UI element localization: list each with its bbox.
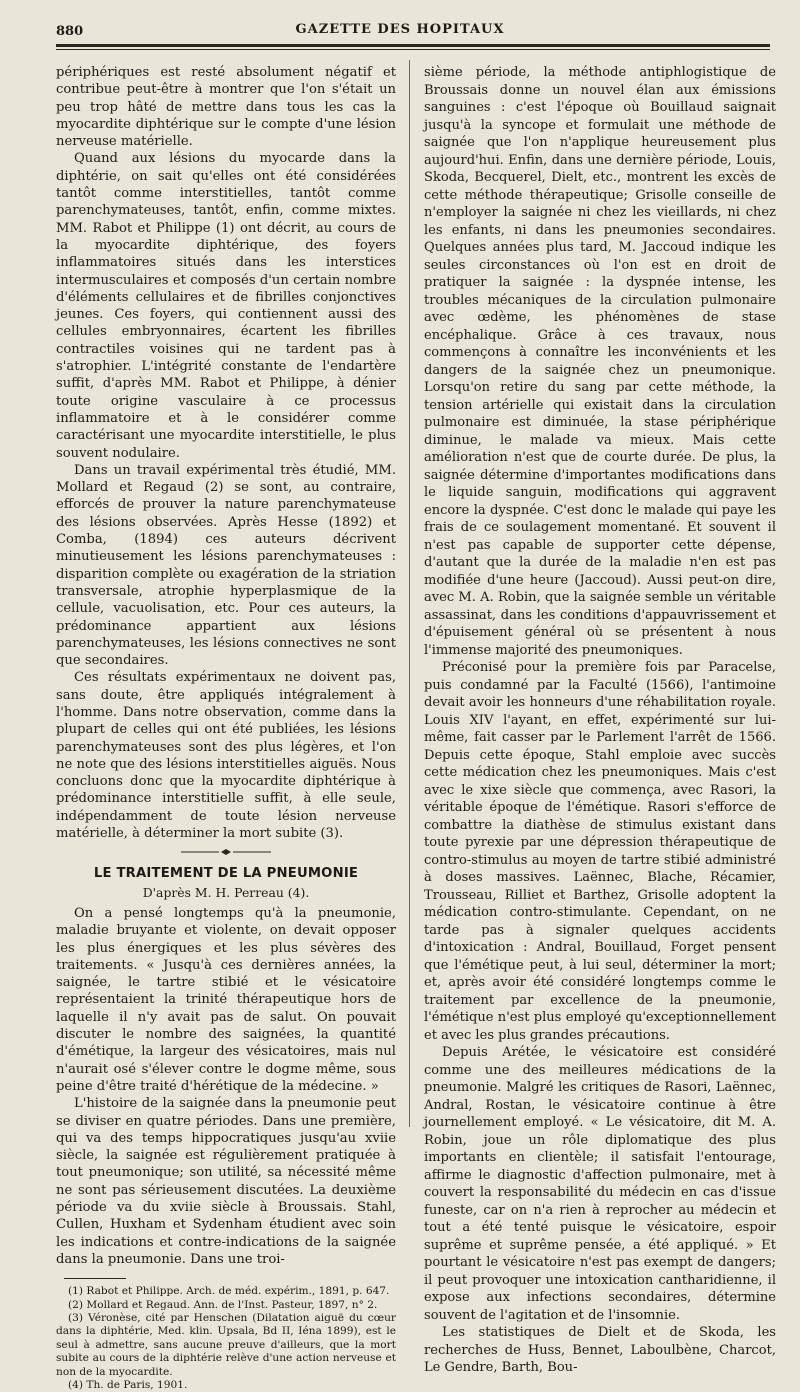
paragraph: Les statistiques de Dielt et de Skoda, les recherches de Huss, Bennet, Laboulbène, Charcot, Le Gendre, Barth, Bou- (424, 1325, 776, 1375)
footnote: (1) Rabot et Philippe. Arch. de méd. expérim., 1891, p. 647. (68, 1285, 390, 1298)
paragraph: Depuis Arétée, le vésicatoire est considéré comme une des meilleures médications de la pneumonie. Malgré les critiques de Rasori, Laënnec, Andral, Rostan, le vésicatoire continue à être journellement employé. « Le vésicatoire, dit M. A. Robin, joue un rôle diplomatique des plus importants en clientèle; il satisfait l'entourage, affirme le diagnostic d'affection pulmonaire, met à couvert la responsabilité du médecin en cas d'issue funeste, car on n'a rien à reprocher au médecin et tout a été tenté puisque le vésicatoire, espoir suprême et suprême pensée, a été appliqué. » Et pourtant le vésicatoire n'est pas exempt de dangers; il peut provoquer une intoxication cantharidienne, il expose aux infections secondaires, détermine souvent de l'agitation et de l'insomnie. (424, 1045, 776, 1323)
paragraph: Dans un travail expérimental très étudié, MM. Mollard et Regaud (2) se sont, au contraire, efforcés de prouver la nature parenchymateuse des lésions observées. Après Hesse (1892) et Comba, (1894) ces auteurs décrivent minutieusement les lésions parenchymateuses : disparition complète ou exagération de la striation transversale, atrophie hyperplasmique de la cellule, vacuolisation, etc. Pour ces auteurs, la prédominance appartient aux lésions parenchymateuses, les lésions connectives ne sont que secondaires. (56, 462, 396, 669)
paragraph: Préconisé pour la première fois par Paracelse, puis condamné par la Faculté (1566), l'antimoine devait avoir les honneurs d'une réhabilitation royale. Louis XIV l'ayant, en effet, expérimenté sur lui-même, fait casser par le Parlement l'arrêt de 1566. Depuis cette époque, Stahl emploie avec succès cette médication chez les pneumoniques. Mais c'est avec le xixe siècle que commença, avec Rasori, la véritable époque de l'émétique. Rasori s'efforce de combattre la diathèse de stimulus existant dans toute pyrexie par une dépression thérapeutique de contro-stimulus au moyen de tartre stibié administré à doses massives. Laënnec, Blache, Récamier, Trousseau, Rilliet et Barthez, Grisolle adoptent la médication contro-stimulante. Cependant, on ne tarde pas à signaler quelques accidents d'intoxication : Andral, Bouillaud, Forget pensent que l'émétique peut, à lui seul, déterminer la mort; et, après avoir été considéré longtemps comme le traitement par excellence de la pneumonie, l'émétique n'est plus employé qu'exceptionnellement et avec les plus grandes précautions. (424, 660, 776, 1043)
paragraph: Quand aux lésions du myocarde dans la diphtérie, on sait qu'elles ont été considérées tantôt comme interstitielles, tantôt comme parenchymateuses, tantôt, enfin, comme mixtes. MM. Rabot et Philippe (1) ont décrit, au cours de la myocardite diphtérique, des foyers inflammatoires situés dans les interstices intermusculaires et composés d'un certain nombre d'éléments cellulaires et de fibrilles conjonctives jeunes. Ces foyers, qui contiennent aussi des cellules embryonnaires, écartent les fibrilles contractiles voisines qui ne tardent pas à s'atrophier. L'intégrité constante de l'endartère suffit, d'après MM. Rabot et Philippe, à dénier toute origine vasculaire à ce processus inflammatoire et à le considérer comme caractérisant une myocardite interstitielle, le plus souvent nodulaire. (56, 151, 396, 461)
running-title: GAZETTE DES HOPITAUX (295, 22, 505, 37)
paragraph: Ces résultats expérimentaux ne doivent pas, sans doute, être appliqués intégralement à l'homme. Dans notre observation, comme dans la plupart de celles qui ont été publiées, les lésions parenchymateuses sont des plus légères, et l'on ne note que des lésions interstitielles aiguës. Nous concluons donc que la myocardite diphtérique à prédominance interstitielle suffit, à elle seule, indépendamment de toute lésion nerveuse matérielle, à déterminer la mort subite (3). (56, 670, 396, 842)
section-separator (56, 848, 396, 859)
footnote-rule (64, 1278, 126, 1279)
section-title: LE TRAITEMENT DE LA PNEUMONIE (93, 866, 359, 882)
paragraph: On a pensé longtemps qu'à la pneumonie, maladie bruyante et violente, on devait opposer les plus énergiques et les plus sévères des traitements. « Jusqu'à ces dernières années, la saignée, le tartre stibié et le vésicatoire représentaient la trinité thérapeutique hors de laquelle il n'y avait pas de salut. On pouvait discuter le nombre des saignées, la quantité d'émétique, la largeur des vésicatoires, mais nul n'aurait osé s'élever contre le dogme même, sous peine d'être traité d'hérétique de la médecine. » (56, 905, 396, 1094)
ornament-rule-icon (181, 848, 271, 856)
column-divider (409, 60, 410, 1127)
paragraph: périphériques est resté absolument négatif et contribue peut-être à montrer que l'on s'était un peu trop hâté de mettre dans tous les cas la myocardite diphtérique sur le compte d'une lésion nerveuse matérielle. (56, 65, 396, 150)
section-byline: D'après M. H. Perreau (4). (142, 884, 310, 900)
header-rule-thick (56, 44, 770, 47)
page-number: 880 (56, 24, 84, 39)
footnotes (56, 1285, 396, 1392)
header-rule-thin (56, 49, 770, 50)
left-column (56, 64, 396, 1392)
paragraph: sième période, la méthode antiphlogistique de Broussais donne un nouvel élan aux émissions sanguines : c'est l'époque où Bouillaud saignait jusqu'à la syncope et formulait une méthode de saignée que l'on n'applique heureusement plus aujourd'hui. Enfin, dans une dernière période, Louis, Skoda, Becquerel, Dielt, etc., montrent les excès de cette méthode thérapeutique; Grisolle conseille de n'employer la saignée ni chez les vieillards, ni chez les enfants, ni dans les pneumonies secondaires. Quelques années plus tard, M. Jaccoud indique les seules circonstances où l'on est en droit de pratiquer la saignée : la dyspnée intense, les troubles mécaniques de la circulation pulmonaire avec œdème, les phénomènes de stase encéphalique. Grâce à ces travaux, nous commençons à connaître les inconvénients et les dangers de la saignée chez un pneumonique. Lorsqu'on retire du sang par cette méthode, la tension artérielle qui existait dans la circulation pulmonaire est diminuée, la stase périphérique diminue, le malade va mieux. Mais cette amélioration n'est que de courte durée. De plus, la saignée détermine d'importantes modifications dans le liquide sanguin, modifications qui aggravent encore la dyspnée. C'est donc le malade qui paye les frais de ce soulagement momentané. Et souvent il n'est pas capable de supporter cette dépense, d'autant que la durée de la maladie n'en est pas modifiée d'une heure (Jaccoud). Aussi peut-on dire, avec M. A. Robin, que la saignée semble un véritable assassinat, dans les conditions d'appauvrissement et d'épuisement général où se présentent à nous l'immense majorité des pneumoniques. (424, 65, 776, 658)
paragraph: L'histoire de la saignée dans la pneumonie peut se diviser en quatre périodes. Dans une première, qui va des temps hippocratiques jusqu'au xviie siècle, la saignée est régulièrement pratiquée à tout pneumonique; son utilité, sa nécessité même ne sont pas sérieusement discutées. La deuxième période va du xviie siècle à Broussais. Stahl, Cullen, Huxham et Sydenham étudient avec soin les indications et contre-indications de la saignée dans la pneumonie. Dans une troi- (56, 1096, 396, 1267)
footnote: (4) Th. de Paris, 1901. (68, 1379, 188, 1392)
footnote: (3) Véronèse, cité par Henschen (Dilatation aiguë du cœur dans la diphtérie, Med. klin. Upsala, Bd II, Iéna 1899), est le seul à admettre, sans aucune preuve d'ailleurs, que la mort subite au cours de la diphtérie relève d'une action nerveuse et non de la myocardite. (56, 1312, 396, 1378)
footnote: (2) Mollard et Regaud. Ann. de l'Inst. Pasteur, 1897, n° 2. (68, 1298, 378, 1311)
right-column (424, 64, 776, 1377)
